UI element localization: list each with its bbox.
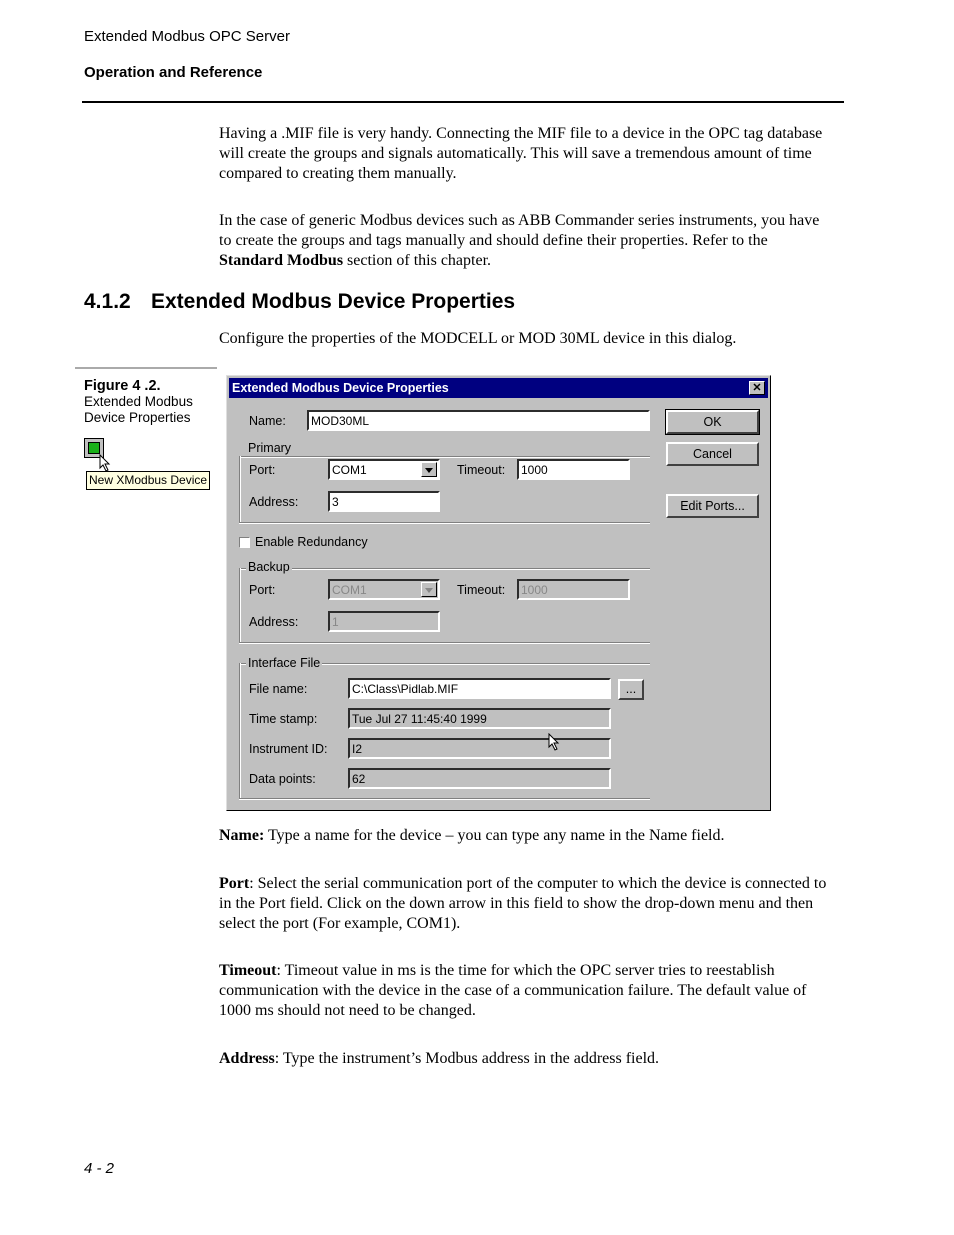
chevron-down-icon[interactable]: [421, 462, 437, 477]
instrument-id-label: Instrument ID:: [249, 742, 328, 756]
data-points-label: Data points:: [249, 772, 316, 786]
file-name-label: File name:: [249, 682, 308, 696]
close-button[interactable]: [749, 381, 765, 395]
intro-paragraph: Configure the properties of the MODCELL or MOD 30ML device in this dialog.: [219, 330, 737, 347]
desc-text: : Timeout value in ms is the time for which the OPC server tries to reestablish communication with the device in the case of a communication failure. The default value of 1000 ms should not need to be changed.: [219, 962, 807, 1019]
backup-port-select[interactable]: [328, 579, 440, 600]
backup-address-label: Address:: [249, 615, 299, 629]
running-header-section: Operation and Reference: [84, 64, 263, 81]
name-input[interactable]: MOD30ML: [307, 410, 650, 431]
interface-group-left: [239, 663, 241, 798]
figure-label: Figure 4 .2.: [84, 378, 161, 394]
figure-rule: [75, 367, 217, 369]
backup-port-value: COM1: [332, 583, 367, 597]
name-label: Name:: [249, 414, 286, 428]
primary-port-label: Port:: [249, 463, 276, 477]
backup-timeout-label: Timeout:: [457, 583, 506, 597]
enable-redundancy-checkbox[interactable]: [239, 537, 250, 548]
primary-address-label: Address:: [249, 495, 299, 509]
edit-ports-button[interactable]: Edit Ports...: [666, 494, 759, 518]
primary-group-bottom: [239, 522, 650, 524]
desc-term: Address: [219, 1050, 275, 1067]
desc-term: Port: [219, 875, 250, 892]
p2-bold: Standard Modbus: [219, 252, 344, 269]
desc-timeout: [219, 961, 834, 1021]
backup-group-top: [239, 568, 650, 570]
header-rule: [82, 101, 844, 103]
tooltip: New XModbus Device: [86, 471, 210, 490]
desc-text: : Type the instrument’s Modbus address in the address field.: [274, 1050, 660, 1067]
primary-address-input[interactable]: 3: [328, 491, 440, 512]
paragraph-generic-modbus: [219, 211, 834, 271]
primary-port-value: COM1: [332, 463, 367, 477]
paragraph-mif: Having a .MIF file is very handy. Connecting the MIF file to a device in the OPC tag database will create the groups and signals automatically. This will save a tremendous amount of time compared to creating them manually.: [219, 125, 823, 182]
caption-line-1: Extended Modbus: [84, 394, 193, 409]
desc-term: Timeout: [219, 962, 277, 979]
time-stamp-label: Time stamp:: [249, 712, 318, 726]
mouse-cursor-icon: [548, 733, 560, 751]
backup-address-input[interactable]: 1: [328, 611, 440, 632]
primary-group-top: [239, 456, 650, 458]
enable-redundancy-label: Enable Redundancy: [255, 535, 368, 549]
desc-address: [219, 1049, 834, 1069]
primary-legend: Primary: [248, 441, 292, 455]
caption-line-2: Device Properties: [84, 410, 191, 425]
primary-timeout-input[interactable]: 1000: [517, 459, 630, 480]
desc-term: Name:: [219, 827, 265, 844]
chevron-down-icon[interactable]: [421, 582, 437, 597]
ok-button[interactable]: OK: [666, 410, 759, 434]
section-heading: [84, 290, 515, 314]
close-icon: ✕: [752, 382, 762, 394]
dialog-titlebar: [229, 378, 768, 398]
interface-legend: Interface File: [248, 656, 321, 670]
time-stamp-value: Tue Jul 27 11:45:40 1999: [348, 708, 611, 729]
heading-title: Extended Modbus Device Properties: [151, 290, 516, 313]
desc-port: [219, 874, 834, 934]
backup-group-left: [239, 568, 241, 642]
device-properties-dialog: [226, 375, 771, 811]
desc-text: Type a name for the device – you can type any name in the Name field.: [264, 827, 725, 844]
primary-timeout-label: Timeout:: [457, 463, 506, 477]
primary-port-select[interactable]: [328, 459, 440, 480]
backup-group-bottom: [239, 642, 650, 644]
heading-number: 4.1.2: [84, 290, 131, 313]
data-points-value: 62: [348, 768, 611, 789]
cancel-button[interactable]: Cancel: [666, 442, 759, 466]
primary-group-left: [239, 456, 241, 522]
figure-caption: [84, 378, 193, 426]
instrument-id-value: I2: [348, 738, 611, 759]
page-number: 4 - 2: [84, 1160, 115, 1177]
p2-text: In the case of generic Modbus devices such as ABB Commander series instruments, you have to create the groups and tags manually and should define their properties. Refer to the: [219, 212, 820, 249]
backup-timeout-input[interactable]: 1000: [517, 579, 630, 600]
p2-text-end: section of this chapter.: [343, 252, 492, 269]
backup-port-label: Port:: [249, 583, 276, 597]
dialog-title: Extended Modbus Device Properties: [232, 381, 449, 395]
interface-group-bottom: [239, 798, 650, 800]
file-name-input[interactable]: C:\Class\Pidlab.MIF: [348, 678, 611, 699]
desc-text: : Select the serial communication port of the computer to which the device is connected to in the Port field. Click on the down arrow in this field to show the drop-down menu and then select the port (For example, COM1).: [219, 875, 827, 932]
running-header-title: Extended Modbus OPC Server: [84, 28, 290, 45]
browse-button[interactable]: ...: [618, 679, 644, 700]
desc-name: [219, 826, 834, 846]
backup-legend: Backup: [248, 560, 290, 574]
mouse-cursor-icon: [99, 454, 111, 472]
